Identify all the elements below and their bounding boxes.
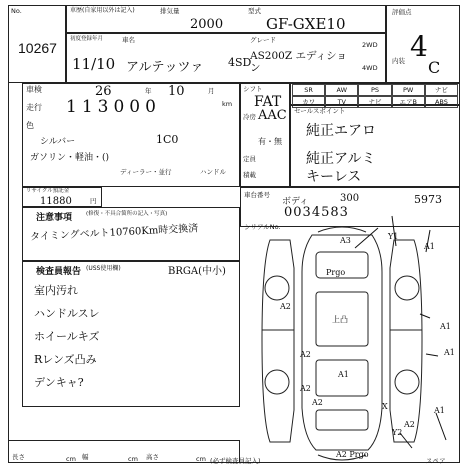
recycle-label: リサイクル預託金 xyxy=(26,188,70,194)
displacement-label: 排気量 xyxy=(160,7,180,15)
model-value: GF-GXE10 xyxy=(266,15,346,33)
diagram-label-a1-top: A1 xyxy=(424,242,435,251)
color-value: シルバー xyxy=(40,137,76,147)
equipment-code-0: SR xyxy=(292,84,325,96)
body-value: ボディ xyxy=(282,197,309,207)
load-label: 積載 xyxy=(243,171,256,179)
equipment-code-1: AW xyxy=(325,84,358,96)
selling-points-label: セールスポイント xyxy=(294,107,346,115)
inspector-title: 検査員報告 xyxy=(36,267,82,277)
equipment-code-7: ナビ xyxy=(358,96,391,108)
mileage-unit: km xyxy=(222,100,233,108)
ac-label: 冷房 xyxy=(243,113,256,121)
doors-value: 4SD xyxy=(228,56,252,69)
recycle-value: 11880 xyxy=(40,196,72,207)
car-history-label: 車歴(自家用以外は記入) xyxy=(70,7,135,14)
diagram-label-x: X xyxy=(382,402,388,411)
grade-value: AS200Z エディション xyxy=(250,50,347,74)
equipment-code-2: PS xyxy=(358,84,391,96)
inspection-month: 10 xyxy=(168,84,185,99)
diagram-label-y2: Y2 xyxy=(392,428,403,437)
inspection-year-unit: 年 xyxy=(145,87,152,95)
grade-label: グレード xyxy=(250,36,276,44)
inspector-item-3: ホイールキズ xyxy=(34,330,100,343)
seating-label: 定員 xyxy=(243,155,256,163)
selling-point-1: 純正エアロ xyxy=(306,123,376,139)
interior-label: 内装 xyxy=(392,57,405,65)
diagram-label-a3: A3 xyxy=(340,236,351,245)
grade-score-value: 4 xyxy=(410,30,428,63)
footer-spare: スペア xyxy=(426,457,446,465)
mileage-label: 走行 xyxy=(26,103,42,112)
first-registration-value: 11/10 xyxy=(72,55,116,73)
serial-label: シリアルNo. xyxy=(244,223,281,231)
shift-value: FAT xyxy=(254,94,282,110)
serial-number: 0034583 xyxy=(284,205,349,220)
dealer-label: ディーラー・並行 xyxy=(120,168,172,176)
car-name-value: アルテッツァ xyxy=(126,60,204,75)
diagram-label-y1: Y1 xyxy=(388,232,399,241)
footer-height-unit: cm xyxy=(196,455,206,463)
equipment-code-9: ABS xyxy=(425,96,458,108)
diagram-label-a1-right: A1 xyxy=(440,322,451,331)
inspector-item-4: Rレンズ凸み xyxy=(34,353,97,366)
grade-score-label: 評価点 xyxy=(392,8,412,16)
color-label: 色 xyxy=(26,121,34,130)
notes-subtitle: (修復・不具合箇所の記入・写真) xyxy=(86,211,168,217)
displacement-value: 2000 xyxy=(190,17,224,32)
first-registration-label: 初度登録年月 xyxy=(70,36,104,42)
footer-length-label: 長さ xyxy=(12,453,25,461)
diagram-roof-note: Prgo xyxy=(326,268,346,277)
diagram-label-a2-c: A2 xyxy=(280,302,291,311)
diagram-label-a2-a: A2 xyxy=(300,350,311,359)
serial-prefix-label: 車台番号 xyxy=(244,191,270,199)
mileage-value: 113000 xyxy=(66,97,161,117)
inspector-note-top: BRGA(中小) xyxy=(168,266,226,277)
inspector-subtitle: (USS使用欄) xyxy=(86,265,121,272)
footer-note: (必ず検査員記入) xyxy=(210,457,261,465)
footer-length-unit: cm xyxy=(66,455,76,463)
selling-point-2: 純正アルミ xyxy=(306,151,376,167)
fuel-value: ガソリン・軽油・() xyxy=(30,153,110,163)
total-code: 5973 xyxy=(414,193,442,206)
recycle-unit: 円 xyxy=(90,197,97,205)
handle-label: ハンドル xyxy=(200,168,226,176)
footer-height-label: 高さ xyxy=(146,453,159,461)
selling-point-3: キーレス xyxy=(306,169,362,185)
drive-2wd: 2WD xyxy=(362,41,378,49)
inspector-item-2: ハンドルスレ xyxy=(34,307,100,320)
notes-line-1: タイミングベルト10760Km時交換済 xyxy=(29,223,199,243)
inspection-year: 26 xyxy=(95,84,112,99)
model-label: 型式 xyxy=(248,7,261,15)
diagram-label-a1-center: A1 xyxy=(338,370,349,379)
car-name-label: 車名 xyxy=(122,36,135,44)
stock-number: 10267 xyxy=(18,40,57,56)
inspection-label: 車検 xyxy=(26,85,42,94)
diagram-label-a2-bottom: A2 Prgo xyxy=(336,450,369,459)
equipment-code-4: ナビ xyxy=(425,84,458,96)
shift-label: シフト xyxy=(243,85,263,93)
interior-value: C xyxy=(428,58,441,77)
equipment-code-5: カワ xyxy=(292,96,325,108)
diagram-label-a1-d: A1 xyxy=(434,406,445,415)
diagram-label-a2-b: A2 xyxy=(404,420,415,429)
equipment-code-3: PW xyxy=(392,84,425,96)
equipment-code-8: エアB xyxy=(392,96,425,108)
inspector-item-5: デンキャ? xyxy=(34,376,84,389)
drive-4wd: 4WD xyxy=(362,64,378,72)
inspection-month-unit: 月 xyxy=(208,87,215,95)
ac-value: AAC xyxy=(258,108,287,123)
owner-label: 有・無 xyxy=(258,137,282,146)
footer-width-label: 幅 xyxy=(82,453,89,461)
footer-width-unit: cm xyxy=(128,455,138,463)
diagram-label-a2-e: A2 xyxy=(312,398,323,407)
diagram-label-a2-d: A2 xyxy=(300,384,311,393)
equipment-code-6: TV xyxy=(325,96,358,108)
diagram-center-note: 上凸 xyxy=(332,315,348,324)
diagram-label-a1-right2: A1 xyxy=(444,348,455,357)
color-code: 1C0 xyxy=(156,133,179,146)
fuel-code: 300 xyxy=(340,193,360,204)
notes-title: 注意事項 xyxy=(36,213,73,223)
no-label: No. xyxy=(11,7,22,15)
inspector-item-1: 室内汚れ xyxy=(34,284,78,297)
